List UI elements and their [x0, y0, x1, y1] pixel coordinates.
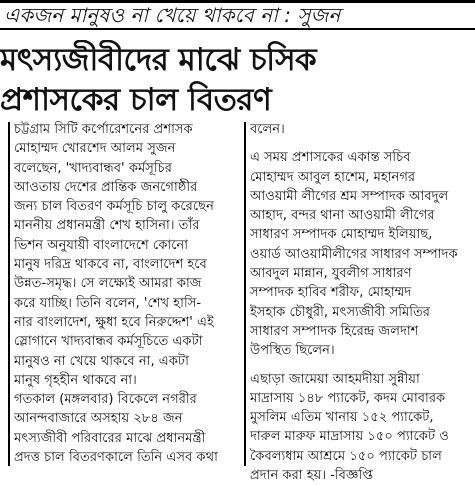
- text-line: মানুষ গৃহহীন থাকবে না।: [14, 372, 137, 388]
- text-line: নার বাংলাদেশ, ক্ষুধা হবে নিরুদ্দেশ' এই: [14, 314, 214, 330]
- text-line: স্লোগানে খাদ্যবান্ধব কর্মসূচিতে একটা: [14, 334, 203, 350]
- text-line: প্রদত্ত চাল বিতরণকালে তিনি এসব কথা: [14, 450, 218, 466]
- text-line: উন্নত-সমৃদ্ধ। সে লক্ষ্যেই আমরা কাজ: [14, 276, 202, 292]
- text-line: মোহাম্মদ খোরশেদ আলম সুজন: [14, 141, 176, 157]
- text-line: করে যাচ্ছি। তিনি বলেন, 'শেখ হাসি-: [14, 295, 202, 311]
- text-line: সাধারণ সম্পাদক মোহাম্মদ ইলিয়াছ,: [250, 227, 433, 243]
- text-line: সাধারণ সম্পাদক হিরেন্দ্র জলদাশ: [250, 323, 419, 339]
- text-line: ইসহাক চৌধুরী, মৎস্যজীবী সমিতির: [250, 304, 431, 320]
- text-line: আওতায় দেশের প্রান্তিক জনগোষ্ঠীর: [14, 179, 198, 195]
- kicker-strap: [0, 0, 475, 30]
- text-line: মৎস্যজীবী পরিবারের মাঝে প্রধানমন্ত্রী: [14, 430, 206, 446]
- text-line: সম্পাদক হাবিব শরীফ, মোহাম্মদ: [250, 285, 412, 301]
- headline: [0, 40, 475, 120]
- text-line: বলেন।: [250, 122, 285, 137]
- text-line: মানুষও না খেয়ে থাকবে না, একটা: [14, 353, 189, 369]
- paragraph-gap: [250, 361, 470, 370]
- text-line: ওয়ার্ড আওয়ামীলীগের সাধারণ সম্পাদক: [250, 246, 458, 262]
- text-line: বলেছেন, 'খাদ্যবান্ধব' কর্মসূচির: [14, 160, 172, 176]
- headline-line-1: মৎস্যজীবীদের মাঝে চসিক: [0, 42, 317, 78]
- article-column-left: [14, 120, 234, 467]
- text-line: এছাড়া জামেয়া আহমদীয়া সুন্নীয়া: [250, 371, 420, 387]
- text-line: কৈবল্যধাম আশ্রমে ১৫০ প্যাকেট চাল: [250, 448, 442, 464]
- text-line: মুসলিম এতিম খানায় ১৫২ প্যাকেট,: [250, 410, 434, 426]
- text-line: আওয়ামী লীগের শ্রম সম্পাদক আবদুল: [250, 188, 449, 204]
- text-line: মোহাম্মদ আবুল হাশেম, মহানগর: [250, 169, 416, 185]
- article-column-right: [250, 120, 470, 485]
- text-line: আহাদ, বন্দর থানা আওয়ামী লীগের: [250, 208, 435, 224]
- text-line: মানুষ দরিদ্র থাকবে না, বাংলাদেশ হবে: [14, 257, 207, 273]
- text-line: মাদ্রাসায় ১৪৮ প্যাকেট, কদম মোবারক: [250, 390, 446, 406]
- text-line: ভিশন অনুযায়ী বাংলাদেশে কোনো: [14, 237, 189, 253]
- text-line: এ সময় প্রশাসকের একান্ত সচিব: [250, 150, 411, 166]
- text-line: আবদুল মান্নান, যুবলীগ সাধারণ: [250, 266, 412, 282]
- headline-line-2: প্রশাসকের চাল বিতরণ: [0, 82, 272, 118]
- text-line: চট্টগ্রাম সিটি কর্পোরেশনের প্রশাসক: [14, 122, 193, 137]
- text-line: উপস্থিত ছিলেন।: [250, 343, 335, 359]
- text-line: গতকাল (মঙ্গলবার) বিকেলে নগরীর: [14, 392, 197, 408]
- kicker-text: একজন মানুষও না খেয়ে থাকবে না : সুজন: [4, 3, 341, 27]
- text-line: দারুল মারুফ মাদ্রাসায় ১৫০ প্যাকেট ও: [250, 429, 449, 445]
- text-line: প্রদান করা হয়। -বিজ্ঞপ্তি: [250, 468, 373, 484]
- text-line: জন্য চাল বিতরণ কর্মসূচি চালু করেছেন: [14, 199, 214, 215]
- text-line: মাননীয় প্রধানমন্ত্রী শেখ হাসিনা। তাঁর: [14, 218, 200, 234]
- column-rule-right: [244, 122, 246, 466]
- text-line: আনন্দবাজারে অসহায় ২৮৪ জন: [14, 411, 183, 427]
- paragraph-gap: [250, 139, 470, 148]
- column-rule-left: [8, 122, 10, 466]
